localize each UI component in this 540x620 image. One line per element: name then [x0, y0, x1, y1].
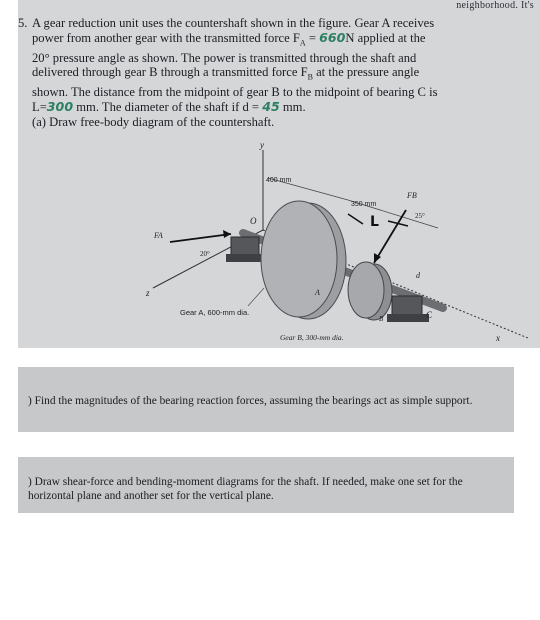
- label-FA: FA: [154, 231, 163, 240]
- problem-line-4: delivered through gear B through a transmitted force $F_B$ at the pressure angle: [32, 65, 420, 82]
- problem-number: 5.: [18, 16, 28, 30]
- gear-b-caption: Gear B, 300-mm dia.: [280, 333, 344, 342]
- gear-a-caption: Gear A, 600-mm dia.: [180, 308, 250, 317]
- gear-b-face: [348, 262, 384, 318]
- label-FB: FB: [407, 191, 417, 200]
- problem-statement: [18, 16, 537, 129]
- label-z: z: [146, 288, 150, 298]
- problem-line-6: L=300 mm. The diameter of the shaft if d = 45 mm.: [32, 99, 306, 114]
- dim-350mm: 350 mm: [351, 201, 377, 208]
- length-value-handwritten: 300: [46, 99, 74, 114]
- part-b-box: [18, 367, 514, 432]
- diameter-value-handwritten: 45: [262, 99, 280, 114]
- label-C: C: [426, 310, 433, 320]
- label-x: x: [496, 333, 500, 343]
- problem-line-5: shown. The distance from the midpoint of gear B to the midpoint of bearing C is: [32, 85, 438, 100]
- force-fa-arrow: [170, 234, 231, 242]
- problem-line-1: A gear reduction unit uses the countershaft shown in the figure. Gear A receives: [32, 16, 435, 30]
- bearing-c-base: [387, 314, 429, 322]
- dim-l-left: [348, 214, 363, 224]
- force-fa-arrowhead: [223, 230, 231, 238]
- part-c-text: ) Draw shear-force and bending-moment diagrams for the shaft. If needed, make one set for the horizontal plane and another set for the vertical plane.: [28, 476, 463, 502]
- dim-400mm: 400 mm: [266, 177, 292, 184]
- angle-20-label: 20°: [200, 250, 210, 258]
- force-value-handwritten: 660: [319, 29, 346, 45]
- part-b-text: ) Find the magnitudes of the bearing reaction forces, assuming the bearings act as simple support.: [28, 395, 473, 407]
- problem-line-2: power from another gear with the transmitted force $F_A = 660N$ applied at the: [32, 29, 426, 48]
- label-y: y: [260, 140, 264, 150]
- label-L: L: [370, 214, 379, 230]
- label-B: B: [379, 315, 384, 323]
- label-d: d: [416, 271, 420, 280]
- bearing-o-base: [226, 254, 266, 262]
- angle-25-label: 25°: [415, 212, 425, 220]
- part-c-box: [18, 457, 514, 513]
- label-O: O: [250, 216, 257, 226]
- label-A: A: [315, 288, 320, 297]
- problem-photo: [18, 0, 540, 348]
- leader-gear-a: [248, 288, 264, 306]
- part-a-text: (a) Draw free-body diagram of the countershaft.: [32, 114, 275, 129]
- header-scrawl-text: neighborhood. It's: [456, 0, 534, 11]
- gear-a-face: [261, 201, 337, 317]
- problem-line-3: 20° pressure angle as shown. The power is transmitted through the shaft and: [32, 50, 417, 65]
- countershaft-figure: [18, 138, 540, 348]
